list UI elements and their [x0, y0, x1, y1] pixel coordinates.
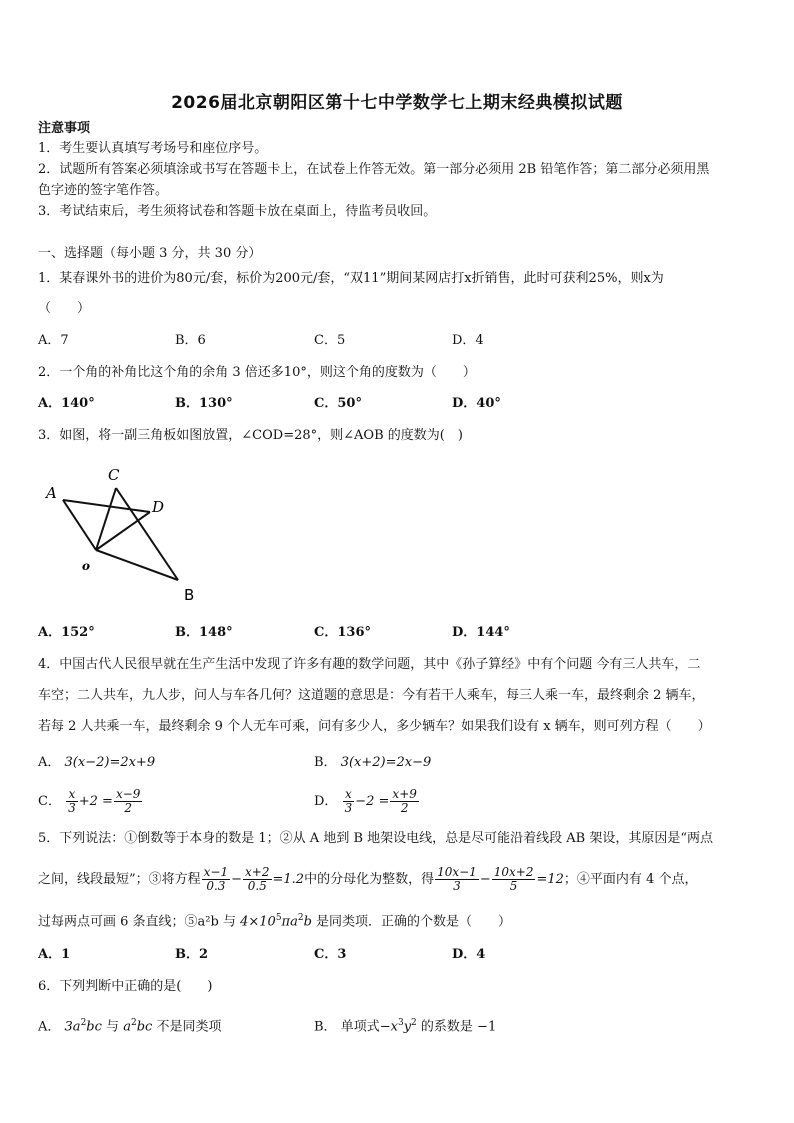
operator: −2 = — [355, 794, 390, 809]
question-1-option-b: B．6 — [175, 333, 206, 348]
question-5-option-d: D．4 — [452, 947, 486, 962]
question-4-line-2: 车空；二人共车，九人步，问人与车各几何？这道题的意思是：今有若干人乘车，每三人乘一车，最终剩余 2 辆车， — [38, 688, 705, 703]
section-heading: 一、选择题（每小题 3 分，共 30 分） — [38, 246, 262, 261]
text: 过每两点可画 6 条直线；⑤a²b 与 — [38, 914, 241, 930]
numerator: x−9 — [115, 787, 141, 801]
question-2-option-c: C．50° — [314, 396, 362, 411]
page-title: 2026届北京朝阳区第十七中学数学七上期末经典模拟试题 — [171, 93, 623, 113]
text: 单项式 — [340, 1019, 380, 1035]
option-letter: D． — [314, 794, 338, 809]
denominator: 3 — [68, 801, 76, 815]
denominator: 3 — [453, 879, 461, 893]
question-1-line-2: （ ） — [38, 301, 91, 316]
text: 是同类项．正确的个数是（ ） — [311, 914, 512, 930]
question-1-option-a: A．7 — [38, 333, 69, 348]
text: 中的分母化为整数，得 — [304, 872, 435, 887]
question-3-option-d: D．144° — [452, 625, 510, 640]
question-4-line-1: 4．中国古代人民很早就在生产生活中发现了许多有趣的数学问题，其中《孙子算经》中有个问题 今有三人共车，二 — [38, 657, 701, 672]
segment-o-b — [96, 550, 178, 580]
operator: +2 = — [78, 794, 113, 809]
text: 的系数是 −1 — [416, 1019, 497, 1035]
question-4-option-d — [314, 788, 420, 815]
numerator: x — [343, 788, 355, 802]
question-5-option-c: C．3 — [314, 947, 347, 962]
operator: =1.2 — [272, 872, 305, 887]
option-letter: C． — [38, 794, 61, 809]
question-3-option-a: A．152° — [38, 625, 95, 640]
question-3-option-c: C．136° — [314, 625, 371, 640]
option-letter: B． — [314, 755, 337, 770]
operator: − — [479, 872, 491, 887]
exponent: 2 — [130, 1018, 137, 1028]
notice-item-1: 1．考生要认真填写考场号和座位序号。 — [38, 141, 268, 156]
question-4-line-3: 若每 2 人共乘一车，最终剩余 9 个人无车可乘，问有多少人，多少辆车？如果我们设有 x 辆车，则可列方程（ ） — [38, 719, 711, 734]
operator: =12 — [536, 872, 564, 887]
monomial: bc — [86, 1019, 102, 1035]
notice-item-3: 3．考试结束后，考生须将试卷和答题卡放在桌面上，待监考员收回。 — [38, 204, 437, 219]
fraction — [435, 866, 479, 893]
fraction — [114, 788, 142, 815]
question-6-stem: 6．下列判断中正确的是( ) — [38, 979, 213, 994]
numerator: x — [66, 788, 78, 802]
monomial: bc — [136, 1019, 153, 1035]
label-o: o — [82, 559, 91, 573]
fraction — [202, 866, 230, 893]
question-2-option-b: B．130° — [175, 396, 233, 411]
fraction — [66, 788, 78, 815]
exponent: 2 — [411, 1018, 417, 1028]
text: ；④平面内有 4 个点， — [563, 872, 698, 887]
equation: 3(x+2)=2x−9 — [340, 755, 432, 770]
question-2-option-a: A．140° — [38, 396, 95, 411]
segment-a-d — [63, 500, 150, 512]
segment-o-d — [96, 512, 150, 550]
monomial: y — [403, 1019, 412, 1035]
triangle-ruler-figure — [38, 460, 208, 610]
notice-item-2-line-2: 色字迹的签字笔作答。 — [38, 183, 169, 198]
text: 之间，线段最短”；③将方程 — [38, 872, 201, 887]
exponent: 2 — [80, 1018, 87, 1028]
label-d: D — [152, 498, 165, 516]
text: 不是同类项 — [156, 1019, 222, 1035]
question-5-line-3 — [38, 909, 511, 931]
question-4-option-c — [38, 788, 143, 815]
numerator: x−1 — [203, 865, 229, 879]
question-5-option-a: A．1 — [38, 947, 71, 962]
segment-o-c — [96, 488, 116, 550]
notice-heading: 注意事项 — [38, 121, 91, 136]
operator: − — [231, 872, 243, 887]
fraction — [343, 788, 355, 815]
question-6-option-b — [314, 1014, 496, 1036]
question-5-line-2 — [38, 866, 697, 893]
label-b: B — [184, 586, 195, 604]
exponent: 5 — [275, 913, 282, 923]
monomial: a — [123, 1019, 131, 1035]
option-letter: A． — [38, 1019, 61, 1035]
question-4-option-a — [38, 754, 155, 772]
label-c: C — [108, 466, 120, 484]
option-letter: B． — [314, 1019, 337, 1035]
question-5-option-b: B．2 — [175, 947, 209, 962]
segment-a-o — [63, 500, 96, 550]
monomial: −x — [379, 1019, 398, 1035]
denominator: 5 — [509, 879, 518, 893]
question-1-option-c: C．5 — [314, 333, 346, 348]
question-6-option-a — [38, 1014, 221, 1036]
fraction — [492, 866, 536, 893]
denominator: 2 — [400, 801, 409, 815]
question-5-line-1: 5．下列说法：①倒数等于本身的数是 1；②从 A 地到 B 地架设电线，总是尽可能沿着线段 AB 架设，其原因是“两点 — [38, 831, 713, 846]
numerator: 10x−1 — [437, 865, 477, 879]
question-3-option-b: B．148° — [175, 625, 233, 640]
denominator: 0.3 — [206, 879, 226, 893]
monomial: 3a — [64, 1019, 81, 1035]
equation: 3(x−2)=2x+9 — [64, 755, 156, 770]
question-2-option-d: D．40° — [452, 396, 501, 411]
exponent: 2 — [297, 913, 304, 923]
text: 与 — [106, 1019, 120, 1035]
monomial: πa — [281, 914, 298, 930]
segment-c-b — [116, 488, 178, 580]
fraction — [243, 866, 271, 893]
question-2-stem: 2．一个角的补角比这个角的余角 3 倍还多10°，则这个角的度数为（ ） — [38, 365, 476, 380]
denominator: 0.5 — [247, 879, 267, 893]
exponent: 3 — [397, 1018, 404, 1028]
notice-item-2-line-1: 2．试题所有答案必须填涂或书写在答题卡上，在试卷上作答无效。第一部分必须用 2B 铅笔作答；第二部分必须用黑 — [38, 162, 710, 177]
question-3-stem: 3．如图，将一副三角板如图放置，∠COD=28°，则∠AOB 的度数为( ) — [38, 428, 463, 443]
question-1-line-1: 1．某春课外书的进价为80元/套，标价为200元/套，“双11”期间某网店打x折销售，此时可获利25%，则x为 — [38, 271, 664, 286]
numerator: x+2 — [245, 865, 270, 879]
denominator: 2 — [124, 801, 132, 815]
monomial: b — [303, 914, 312, 930]
option-letter: A． — [38, 755, 61, 770]
question-4-option-b — [314, 754, 431, 772]
monomial: 4×10 — [240, 914, 276, 930]
denominator: 3 — [344, 801, 353, 815]
question-1-option-d: D．4 — [452, 333, 484, 348]
numerator: 10x+2 — [493, 865, 534, 879]
label-a: A — [46, 484, 57, 502]
fraction — [390, 788, 418, 815]
numerator: x+9 — [392, 787, 417, 801]
